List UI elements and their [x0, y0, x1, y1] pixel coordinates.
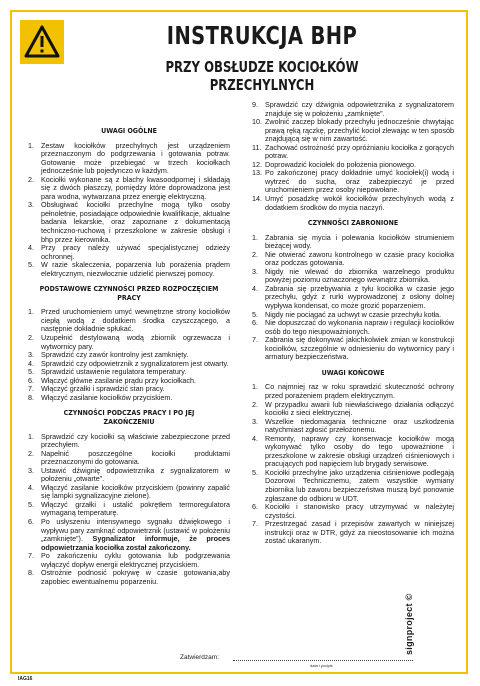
item-number: 11. — [252, 142, 262, 152]
item-number: 3. — [28, 350, 34, 360]
item-text: Kociołki przechylne jako urządzenia ciśnieniowe podlegają Dozorowi Technicznemu, zatem wszystkie wymiany zbiornika lub zaworu bezpieczeństwa muszą być ponownie zgłaszane do odbioru w UDT. — [265, 467, 454, 503]
item-number: 5. — [28, 499, 34, 509]
item-number: 2. — [28, 333, 34, 343]
item-number: 7. — [28, 551, 34, 561]
item-number: 1. — [252, 232, 258, 242]
item-text: Nigdy nie wlewać do zbiornika warzelnego produktu powyżej poziomu oznaczonego wewnątrz zbiornika. — [265, 266, 454, 285]
item-text: Ostrożnie podnosić pokrywę w czasie gotowania,aby zapobiec ewentualnemu poparzeniu. — [41, 568, 230, 586]
item-text: Sprawdzić czy zawór kontrolny jest zamknięty. — [41, 350, 189, 360]
item-text: Przy pracy należy używać specjalistycznej odzieży ochronnej. — [41, 243, 230, 261]
item-number: 3. — [252, 266, 258, 276]
item-number: 4. — [28, 358, 34, 368]
list-item — [252, 401, 454, 418]
during-work-list-continued — [252, 101, 454, 212]
list-item — [252, 336, 454, 362]
item-text: Po usłyszeniu intensywnego sygnału dźwiękowego i wypływu pary zamknąć odpowietrznik (ustawić w położeniu „zamknięte”). — [41, 516, 230, 544]
item-number: 8. — [28, 568, 34, 578]
item-number: 6. — [252, 318, 258, 328]
item-number: 6. — [28, 375, 34, 385]
item-number: 2. — [28, 174, 34, 184]
item-emphasis: Sygnalizator informuje, że proces odpowietrzania kociołka został zakończony. — [41, 534, 230, 552]
date-signature-caption: data i podpis — [310, 663, 333, 668]
section-heading-before-work: PODSTAWOWE CZYNNOŚCI PRZED ROZPOCZĘCIEM PRACY — [39, 285, 219, 302]
section-heading-forbidden: CZYNNOŚCI ZABRONIONE — [307, 219, 399, 228]
item-number: 1. — [28, 307, 34, 317]
item-number: 4. — [28, 482, 34, 492]
item-number: 9. — [252, 100, 258, 109]
list-item — [252, 251, 454, 268]
list-item — [28, 261, 230, 278]
list-item — [28, 244, 230, 261]
list-item — [252, 118, 454, 144]
list-item — [252, 319, 454, 336]
general-list — [28, 142, 230, 279]
item-text: Włączyć zasilanie kociołków przyciskiem. — [41, 392, 173, 402]
section-heading-general: UWAGI OGÓLNE — [101, 127, 157, 135]
right-column — [252, 95, 454, 546]
list-item — [28, 334, 230, 351]
list-item — [252, 503, 454, 520]
item-text: Remonty, naprawy czy konserwacje kociołków mogą wykonywać tylko osoby do tego upoważnione i przeszkolone w zakresie obsługi urządzeń ciśnieniowych i pracujących pod napięciem lub brygady serwisowe. — [265, 433, 454, 469]
item-text: Zestaw kociołków przechylnych jest urządzeniem przeznaczonym do podgrzewania i gotowania potraw. Gotowanie może przebiegać w trzech kociołkach jednocześnie lub pojedynczo w każdym. — [41, 140, 230, 176]
item-text: Sprawdzić ustawienie regulatora temperatury. — [41, 367, 187, 377]
list-item — [252, 101, 454, 118]
list-item — [252, 234, 454, 251]
item-number: 2. — [252, 249, 258, 259]
item-text: Kociołki i stanowisko pracy utrzymywać w należytej czystości. — [265, 502, 454, 520]
forbidden-list — [252, 234, 454, 362]
item-number: 5. — [28, 260, 34, 270]
list-item — [28, 142, 230, 176]
item-text: Przestrzegać zasad i przepisów zawartych w niniejszej instrukcji oraz w DTR, gdyż za nieostosowanie ich można zostać ukaranym. — [265, 519, 454, 546]
item-text: Włączyć zasilanie kociołków przyciskiem (powinny zapalić się lampki sygnalizacyjne zielone). — [41, 482, 230, 501]
item-number: 10. — [252, 117, 262, 127]
list-item — [252, 418, 454, 435]
list-item — [252, 169, 454, 195]
list-item — [28, 450, 230, 467]
item-text: W przypadku awarii lub niewłaściwego działania odłączyć kociołki z sieci elektrycznej. — [265, 399, 454, 418]
item-text: Umyć posadzkę wokół kociołków przechylnych wodą z dodatkiem środków do mycia naczyń. — [265, 194, 454, 212]
item-text: Wszelkie niedomagania techniczne oraz uszkodzenia natychmiast zgłosić przełożonemu. — [265, 416, 454, 435]
item-text: Sprawdzić czy odpowietrznik z sygnalizatorem jest otwarty. — [41, 358, 229, 368]
brand-mark: signproject © — [404, 593, 414, 655]
list-item — [28, 484, 230, 501]
item-number: 3. — [28, 465, 34, 475]
warning-triangle-icon — [20, 20, 64, 64]
item-number: 5. — [252, 309, 258, 319]
page-title: INSTRUKCJA BHP — [166, 21, 358, 50]
item-number: 3. — [252, 416, 258, 426]
during-work-list — [28, 433, 230, 587]
signature-line[interactable] — [233, 660, 413, 661]
list-item — [252, 144, 454, 161]
item-text: Włączyć grzałki i sprawdzić stan pracy. — [41, 384, 165, 394]
item-text: Doprowadzić kociołek do położenia pionowego. — [265, 159, 417, 169]
item-number: 5. — [28, 367, 34, 377]
item-number: 13. — [252, 168, 262, 178]
list-item — [28, 569, 230, 586]
item-text: W razie skaleczenia, poparzenia lub porażenia prądem elektrycznym, niezwłocznie udzielić pierwszej pomocy. — [41, 260, 230, 278]
item-number: 4. — [252, 433, 258, 443]
item-text: Kociołki wykonane są z blachy kwasoodpornej i składają się z dwóch płaszczy, pomiędzy które doprowadzona jest para wodna, wytwarzana przez energię elektryczną. — [41, 174, 230, 201]
item-number: 2. — [28, 448, 34, 458]
item-text: Zabrania się przebywania z tyłu kociołka w czasie jego przechyłu, gdyż z rurki wyprowadzonej z osłony dolnej wypływa kondensat, co może grozić poparzeniem. — [265, 283, 454, 311]
item-number: 1. — [28, 431, 34, 441]
item-text: Nie otwierać zaworu kontrolnego w czasie pracy kociołka oraz podczas gotowania. — [265, 249, 454, 268]
item-text: Włączyć główne zasilanie prądu przy kociołkach. — [41, 375, 196, 385]
list-item — [28, 467, 230, 484]
list-item — [252, 268, 454, 285]
item-text: Zachować ostrożność przy opróżnianiu kociołka z gorących potraw. — [265, 142, 454, 161]
item-number: 5. — [252, 467, 258, 477]
list-item — [28, 501, 230, 518]
item-text: Napełnić poszczególne kociołki produktami przeznaczonymi do gotowania. — [41, 448, 230, 467]
list-item — [28, 433, 230, 450]
item-number: 7. — [252, 519, 258, 529]
item-text: Zabrania się mycia i polewania kociołków strumieniem bieżącej wody. — [265, 232, 454, 251]
section-heading-during-work: CZYNNOŚCI PODCZAS PRACY I PO JEJ ZAKOŃCZENIU — [63, 409, 195, 426]
list-item — [252, 520, 454, 546]
item-text: Uzupełnić destylowaną wodą zbiornik ogrzewacza i wytwornicy pary. — [41, 333, 230, 351]
item-text: Obsługiwać kociołki przechylne mogą tylko osoby pełnoletnie, posiadające odpowiednie kwalifikacje, aktualne badania lekarskie, oraz zapoznane z dokumentacją techniczno-ruchową i przeszkolone w zakresie obsługi i bhp przez kierownika. — [41, 200, 230, 244]
item-number: 3. — [28, 200, 34, 210]
item-text: Nie dopuszczać do wykonania napraw i regulacji kociołków osób do tego nieupoważnionych. — [265, 318, 454, 336]
page-subtitle: PRZY OBSŁUDZE KOCIOŁKÓW PRZECHYLNYCH — [165, 58, 359, 94]
item-text: Co najmniej raz w roku sprawdzić skuteczność ochrony przed porażeniem prądem elektrycznym. — [265, 382, 454, 400]
item-number: 6. — [252, 502, 258, 512]
left-column — [28, 95, 230, 586]
list-item — [252, 285, 454, 311]
item-text: Zabrania się dokonywać jakichkolwiek zmian w konstrukcji kociołków, szczególnie w odniesieniu do wytwornicy pary i armatury bezpieczeństwa. — [265, 335, 454, 362]
item-number: 4. — [28, 243, 34, 253]
item-text: Ustawić dźwignię odpowietrznika z sygnalizatorem w położeniu „otwarte”. — [41, 465, 230, 484]
item-number: 4. — [252, 283, 258, 293]
list-item — [28, 394, 230, 403]
list-item — [252, 469, 454, 503]
item-number: 14. — [252, 194, 262, 204]
item-text: Po zakończeniu cyklu gotowania lub podgrzewania wyłączyć dopływ energii elektrycznej przyciskiem. — [41, 551, 230, 569]
item-text: Sprawdzić czy kociołki są właściwie zabezpieczone przed przechyłem. — [41, 431, 230, 450]
list-item — [28, 518, 230, 552]
item-text: Zwolnić zaczep blokady przechyłu jednocześnie chwytając prawą ręką rączkę, przechylić kocioł zlewając w ten sposób znajdującą się w nim zawartość. — [265, 117, 454, 144]
section-heading-final: UWAGI KOŃCOWE — [321, 368, 385, 377]
item-number: 7. — [252, 335, 258, 345]
list-item — [252, 195, 454, 212]
item-number: 1. — [28, 140, 34, 150]
item-number: 2. — [252, 399, 258, 409]
before-work-list — [28, 308, 230, 402]
item-number: 8. — [28, 392, 34, 402]
item-text: Przed uruchomieniem umyć wewnętrzne strony kociołków ciepłą wodą z dodatkiem środka czyszczącego, a następnie dokładnie spłukać. — [41, 307, 230, 334]
list-item — [252, 435, 454, 469]
list-item — [28, 176, 230, 202]
list-item — [252, 383, 454, 400]
item-text: Włączyć grzałki i ustalić pokrętłem termoregulatora wymaganą temperaturę. — [41, 499, 230, 518]
approval-label: Zatwierdzam: — [180, 654, 220, 661]
item-number: 6. — [28, 516, 34, 526]
item-text: Nigdy nie pociągać za uchwyt w czasie przechyłu kotła. — [265, 309, 442, 319]
list-item — [28, 308, 230, 334]
list-item — [28, 201, 230, 244]
item-number: 1. — [252, 382, 258, 392]
final-list — [252, 383, 454, 545]
item-text: Sprawdzić czy dźwignia odpowietrznika z sygnalizatorem znajduje się w położeniu „zamknięte”. — [265, 100, 454, 118]
item-number: 12. — [252, 159, 262, 169]
document-code: IAG16 — [18, 676, 33, 682]
item-number: 7. — [28, 384, 34, 394]
list-item — [28, 552, 230, 569]
item-text: Po zakończonej pracy dokładnie umyć kociołek(i) wodą i wytrzeć do sucha, oraz zabezpieczyć je przed uruchomieniem przez osoby niepowołane. — [265, 168, 454, 195]
